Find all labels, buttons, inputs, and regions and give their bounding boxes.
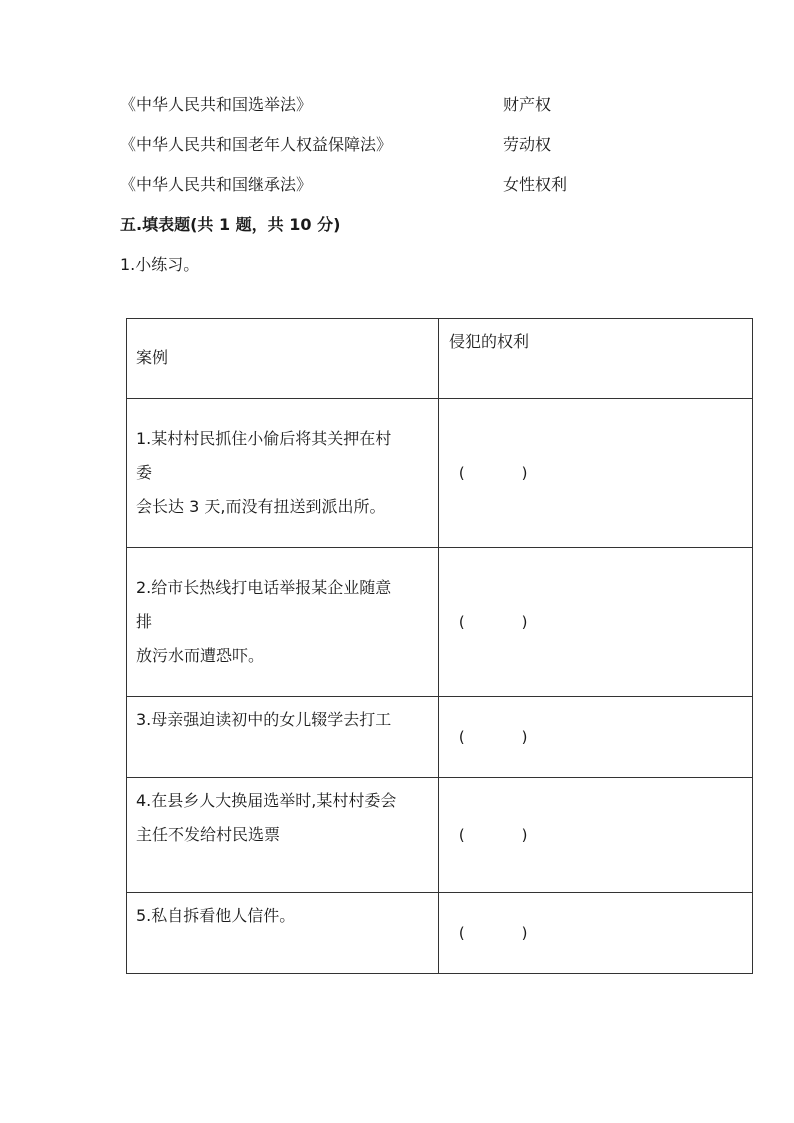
case-line: 4.在县乡人大换届选举时,某村村委会 [136,791,397,810]
answer-blank[interactable]: ( ) [457,464,530,482]
answer-cell[interactable] [439,893,753,974]
answer-blank[interactable]: ( ) [457,728,530,746]
case-text [127,571,438,673]
matching-row [120,131,760,159]
case-line: 2.给市长热线打电话举报某企业随意 [136,578,392,597]
header-case-label: 案例 [136,348,169,367]
case-line: 3.母亲强迫读初中的女儿辍学去打工 [136,710,392,729]
case-cell [127,697,439,778]
case-text [127,697,438,737]
case-line: 5.私自拆看他人信件。 [136,906,296,925]
table-header-row [127,319,753,399]
case-line: 主任不发给村民选票 [136,825,281,844]
matching-row [120,171,760,199]
law-name: 《中华人民共和国继承法》 [120,175,313,194]
question-text: 1.小练习。 [120,255,200,274]
case-text [127,778,438,852]
table-row [127,548,753,697]
section-title: 五.填表题(共 1 题，共 10 分) [120,215,341,234]
answer-cell[interactable] [439,548,753,697]
header-cell-right [439,319,753,399]
case-cell [127,893,439,974]
case-cell [127,548,439,697]
header-right-label: 侵犯的权利 [449,332,530,351]
case-line: 放污水而遭恐吓。 [136,646,265,665]
answer-cell[interactable] [439,697,753,778]
law-name: 《中华人民共和国老年人权益保障法》 [120,135,393,154]
case-cell [127,778,439,893]
table-row [127,778,753,893]
answer-blank[interactable]: ( ) [457,924,530,942]
fill-table [126,318,753,974]
answer-blank[interactable]: ( ) [457,613,530,631]
case-line: 排 [136,612,153,631]
table-row [127,399,753,548]
answer-cell[interactable] [439,399,753,548]
law-name: 《中华人民共和国选举法》 [120,95,313,114]
right-name: 女性权利 [503,175,568,194]
table-row [127,697,753,778]
right-name: 劳动权 [503,135,552,154]
answer-blank[interactable]: ( ) [457,826,530,844]
case-line: 1.某村村民抓住小偷后将其关押在村 [136,429,392,448]
case-line: 会长达 3 天,而没有扭送到派出所。 [136,497,386,516]
case-text [127,422,438,524]
case-cell [127,399,439,548]
case-line: 委 [136,463,153,482]
right-name: 财产权 [503,95,552,114]
answer-cell[interactable] [439,778,753,893]
case-text [127,893,438,933]
table-row [127,893,753,974]
matching-row [120,91,760,119]
header-cell-case [127,319,439,399]
